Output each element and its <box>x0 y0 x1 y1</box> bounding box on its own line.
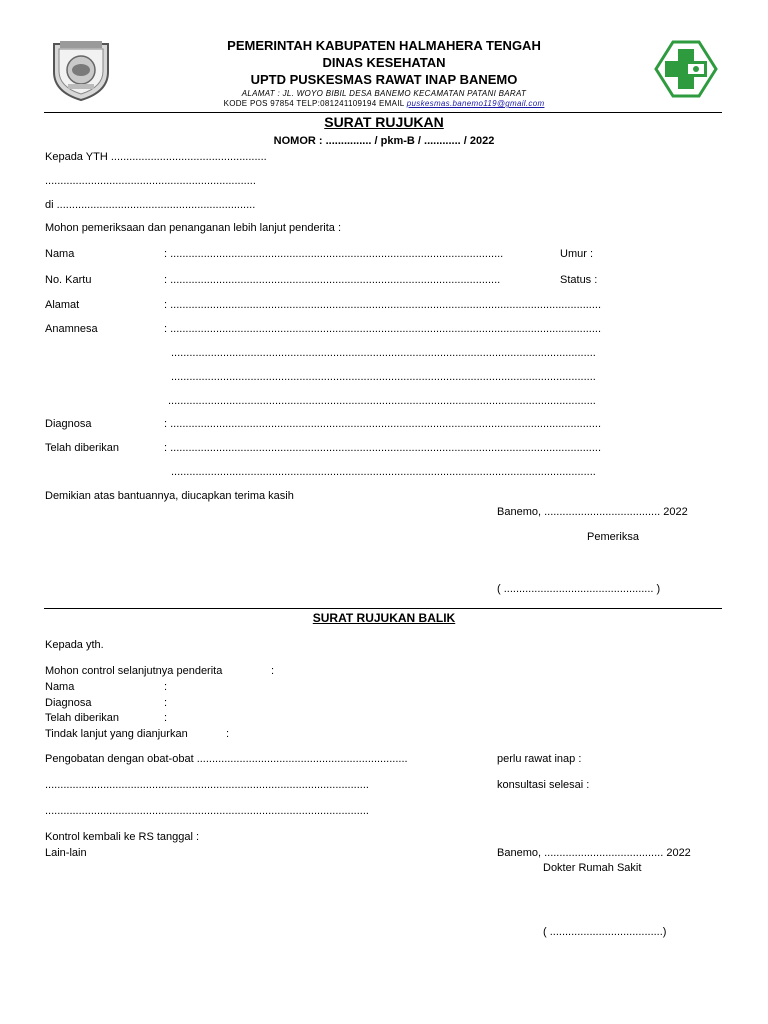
rawat-inap-label: perlu rawat inap : <box>497 753 582 765</box>
nama-label: Nama <box>45 248 75 260</box>
dokter-label: Dokter Rumah Sakit <box>543 862 642 874</box>
balik-nama-label: Nama <box>45 681 75 693</box>
rujukan-title: SURAT RUJUKAN <box>324 114 444 130</box>
telah-field: : ............................................................................................................................................. <box>164 442 602 454</box>
header-institution: UPTD PUSKESMAS RAWAT INAP BANEMO <box>250 72 518 87</box>
email-link[interactable]: puskesmas.banemo119@gmail.com <box>406 99 545 108</box>
header-divider <box>44 112 722 113</box>
alamat-label: Alamat <box>45 299 80 311</box>
colon: : <box>164 712 168 724</box>
balik-telah-label: Telah diberikan <box>45 712 119 724</box>
rujukan-kepada: Kepada YTH ................................................... <box>45 151 267 163</box>
balik-tindak-label: Tindak lanjut yang dianjurkan <box>45 728 188 740</box>
anamnesa-label: Anamnesa <box>45 323 98 335</box>
dokter-signature: ( .....................................) <box>543 926 667 938</box>
header-contact <box>0 99 768 108</box>
kartu-label: No. Kartu <box>45 274 92 286</box>
konsultasi-label: konsultasi selesai : <box>497 779 590 791</box>
colon: : <box>271 665 275 677</box>
rujukan-kepada-line: ..................................................................... <box>45 175 256 187</box>
pengobatan-line: .......................................................................................................... <box>45 805 369 817</box>
diagnosa-label: Diagnosa <box>45 418 92 430</box>
header-contact-prefix: KODE POS 97854 TELP:081241109194 EMAIL <box>223 99 405 108</box>
rujukan-mohon: Mohon pemeriksaan dan penanganan lebih lanjut penderita : <box>45 222 341 234</box>
kontrol-label: Kontrol kembali ke RS tanggal : <box>45 831 200 843</box>
anamnesa-line: ........................................................................................................................................... <box>171 347 596 359</box>
lain-label: Lain-lain <box>45 847 87 859</box>
pengobatan-field: Pengobatan dengan obat-obat ..................................................................... <box>45 753 408 765</box>
telah-label: Telah diberikan <box>45 442 119 454</box>
header-government: PEMERINTAH KABUPATEN HALMAHERA TENGAH <box>227 38 541 53</box>
colon: : <box>226 728 230 740</box>
alamat-field: : ............................................................................................................................................. <box>164 299 602 311</box>
colon: : <box>164 697 168 709</box>
header-department: DINAS KESEHATAN <box>322 55 446 70</box>
header-address: ALAMAT : JL. WOYO BIBIL DESA BANEMO KECAMATAN PATANI BARAT <box>241 89 527 98</box>
rujukan-closing: Demikian atas bantuannya, diucapkan terima kasih <box>45 490 294 502</box>
balik-diagnosa-label: Diagnosa <box>45 697 92 709</box>
balik-title: SURAT RUJUKAN BALIK <box>312 611 456 625</box>
colon: : <box>164 681 168 693</box>
pengobatan-line: .......................................................................................................... <box>45 779 369 791</box>
balik-mohon: Mohon control selanjutnya penderita <box>45 665 223 677</box>
section-divider <box>44 608 722 609</box>
telah-line: ........................................................................................................................................... <box>171 466 596 478</box>
rujukan-date: Banemo, ...................................... 2022 <box>497 506 688 518</box>
diagnosa-field: : ............................................................................................................................................. <box>164 418 602 430</box>
status-label: Status : <box>560 274 598 286</box>
balik-date: Banemo, ....................................... 2022 <box>497 847 691 859</box>
kartu-field: : ............................................................................................................ <box>164 274 501 286</box>
rujukan-nomor: NOMOR : ............... / pkm-B / ............ / 2022 <box>273 135 495 147</box>
nama-field: : ............................................................................................................. <box>164 248 504 260</box>
anamnesa-line: ............................................................................................................................................ <box>168 395 596 407</box>
anamnesa-field: : ............................................................................................................................................. <box>164 323 602 335</box>
umur-label: Umur : <box>560 248 593 260</box>
pemeriksa-signature: ( ................................................. ) <box>497 583 661 595</box>
rujukan-di: di ................................................................. <box>45 199 256 211</box>
anamnesa-line: ........................................................................................................................................... <box>171 371 596 383</box>
pemeriksa-label: Pemeriksa <box>587 531 639 543</box>
balik-kepada: Kepada yth. <box>45 639 104 651</box>
